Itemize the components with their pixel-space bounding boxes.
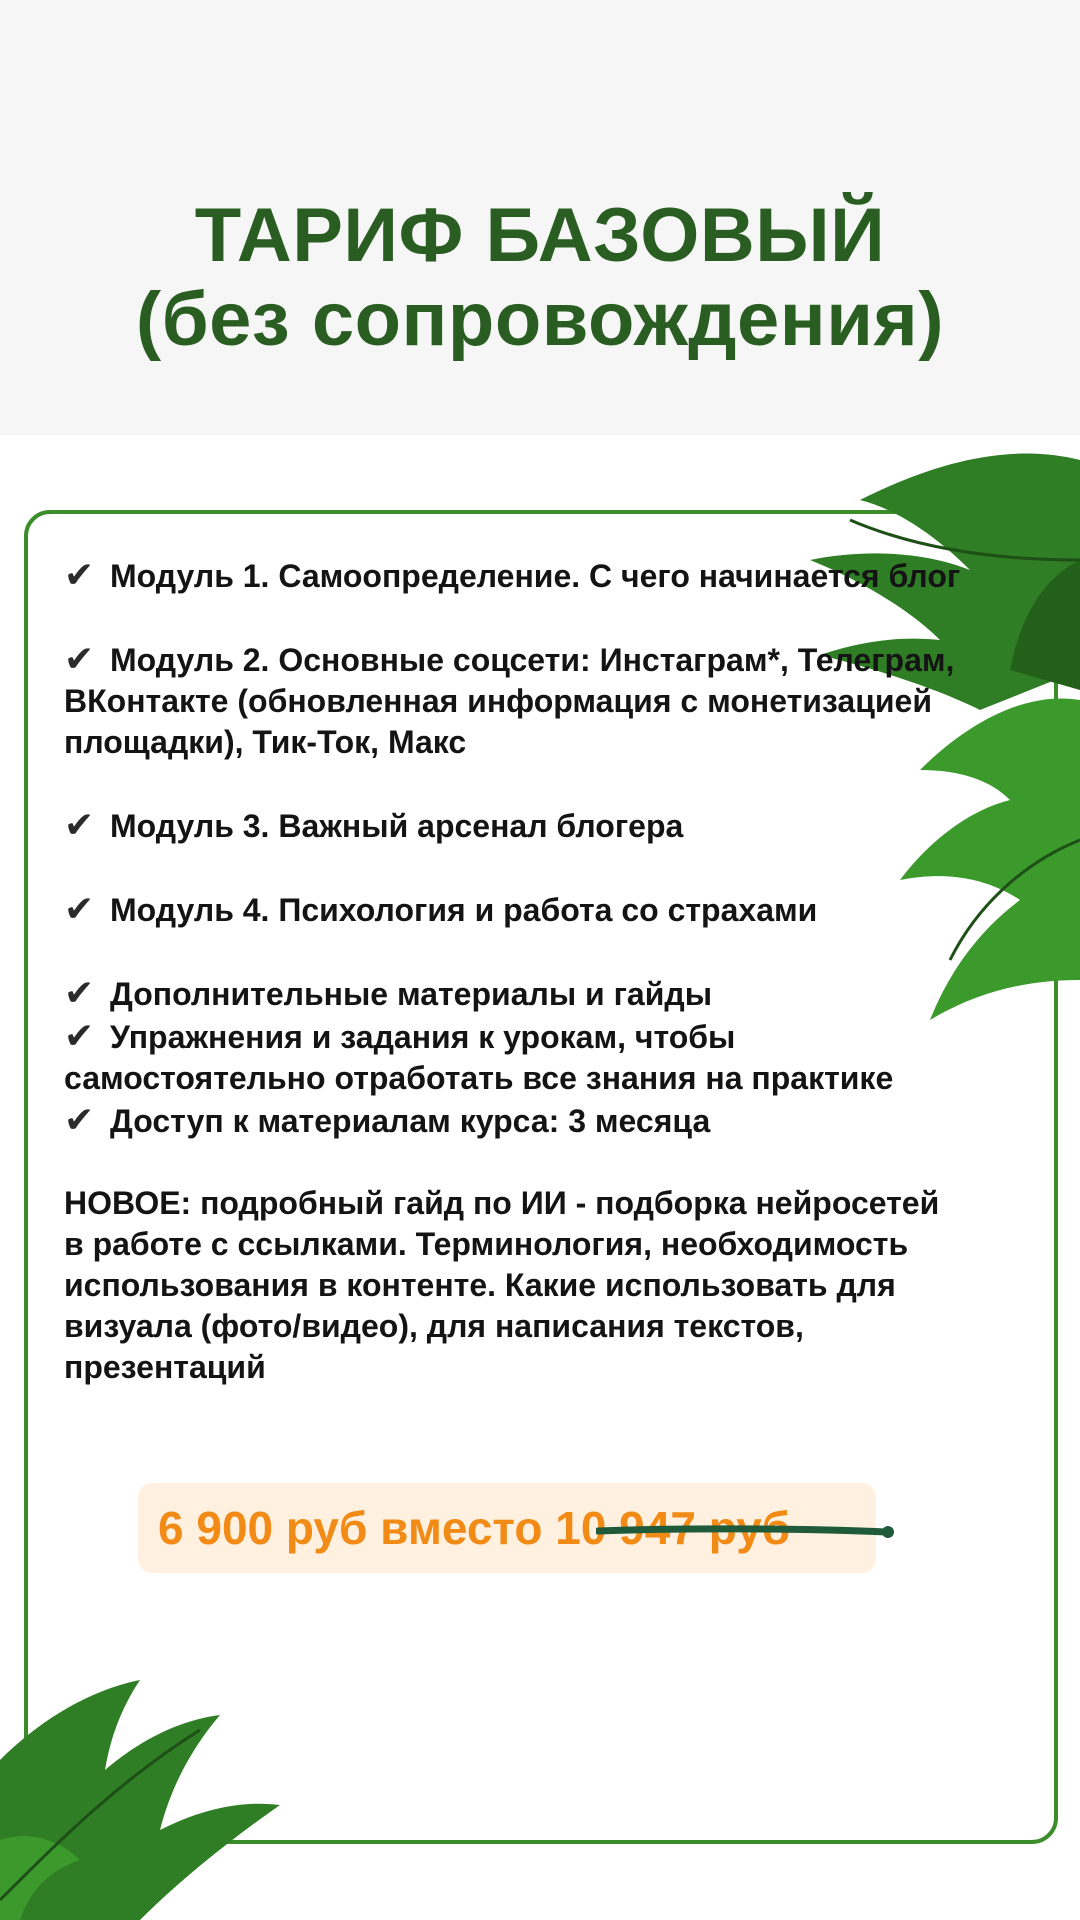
extra-item — [64, 972, 964, 1015]
checkmark-icon: ✔ — [64, 1099, 95, 1140]
extra-item — [64, 1099, 964, 1142]
module-item — [64, 804, 964, 847]
module-item — [64, 888, 964, 931]
page-title: ТАРИФ БАЗОВЫЙ — [194, 193, 886, 278]
strikethrough-mark — [596, 1524, 898, 1538]
page-subtitle: (без сопровождения) — [135, 277, 945, 362]
module-text: Модуль 1. Самоопределение. С чего начинается блог — [110, 558, 961, 594]
module-text: Модуль 4. Психология и работа со страхами — [110, 892, 818, 928]
old-price: 10 947 руб — [555, 1502, 791, 1554]
tariff-content — [64, 554, 964, 1388]
monstera-leaf-bottom-left — [0, 1640, 300, 1920]
checkmark-icon: ✔ — [64, 972, 95, 1013]
checkmark-icon: ✔ — [64, 888, 95, 929]
checkmark-icon: ✔ — [64, 554, 95, 595]
module-item — [64, 554, 964, 597]
checkmark-icon: ✔ — [64, 638, 95, 679]
module-text: Модуль 2. Основные соцсети: Инстаграм*, Телеграм, ВКонтакте (обновленная информация с монетизацией площадки), Тик-Ток, Макс — [64, 642, 955, 760]
extra-text: Доступ к материалам курса: 3 месяца — [110, 1103, 711, 1139]
checkmark-icon: ✔ — [64, 804, 95, 845]
extra-item — [64, 1015, 964, 1099]
current-price: 6 900 руб вместо — [158, 1502, 543, 1554]
new-block-text: НОВОЕ: подробный гайд по ИИ - подборка нейросетей в работе с ссылками. Терминология, необходимость использования в контенте. Какие использовать для визуала (фото/видео), для написания текстов, презентаций — [64, 1185, 940, 1385]
extra-text: Упражнения и задания к урокам, чтобы самостоятельно отработать все знания на практике — [64, 1019, 894, 1096]
module-item — [64, 638, 964, 763]
module-text: Модуль 3. Важный арсенал блогера — [110, 808, 684, 844]
checkmark-icon: ✔ — [64, 1015, 95, 1056]
extra-text: Дополнительные материалы и гайды — [110, 976, 713, 1012]
